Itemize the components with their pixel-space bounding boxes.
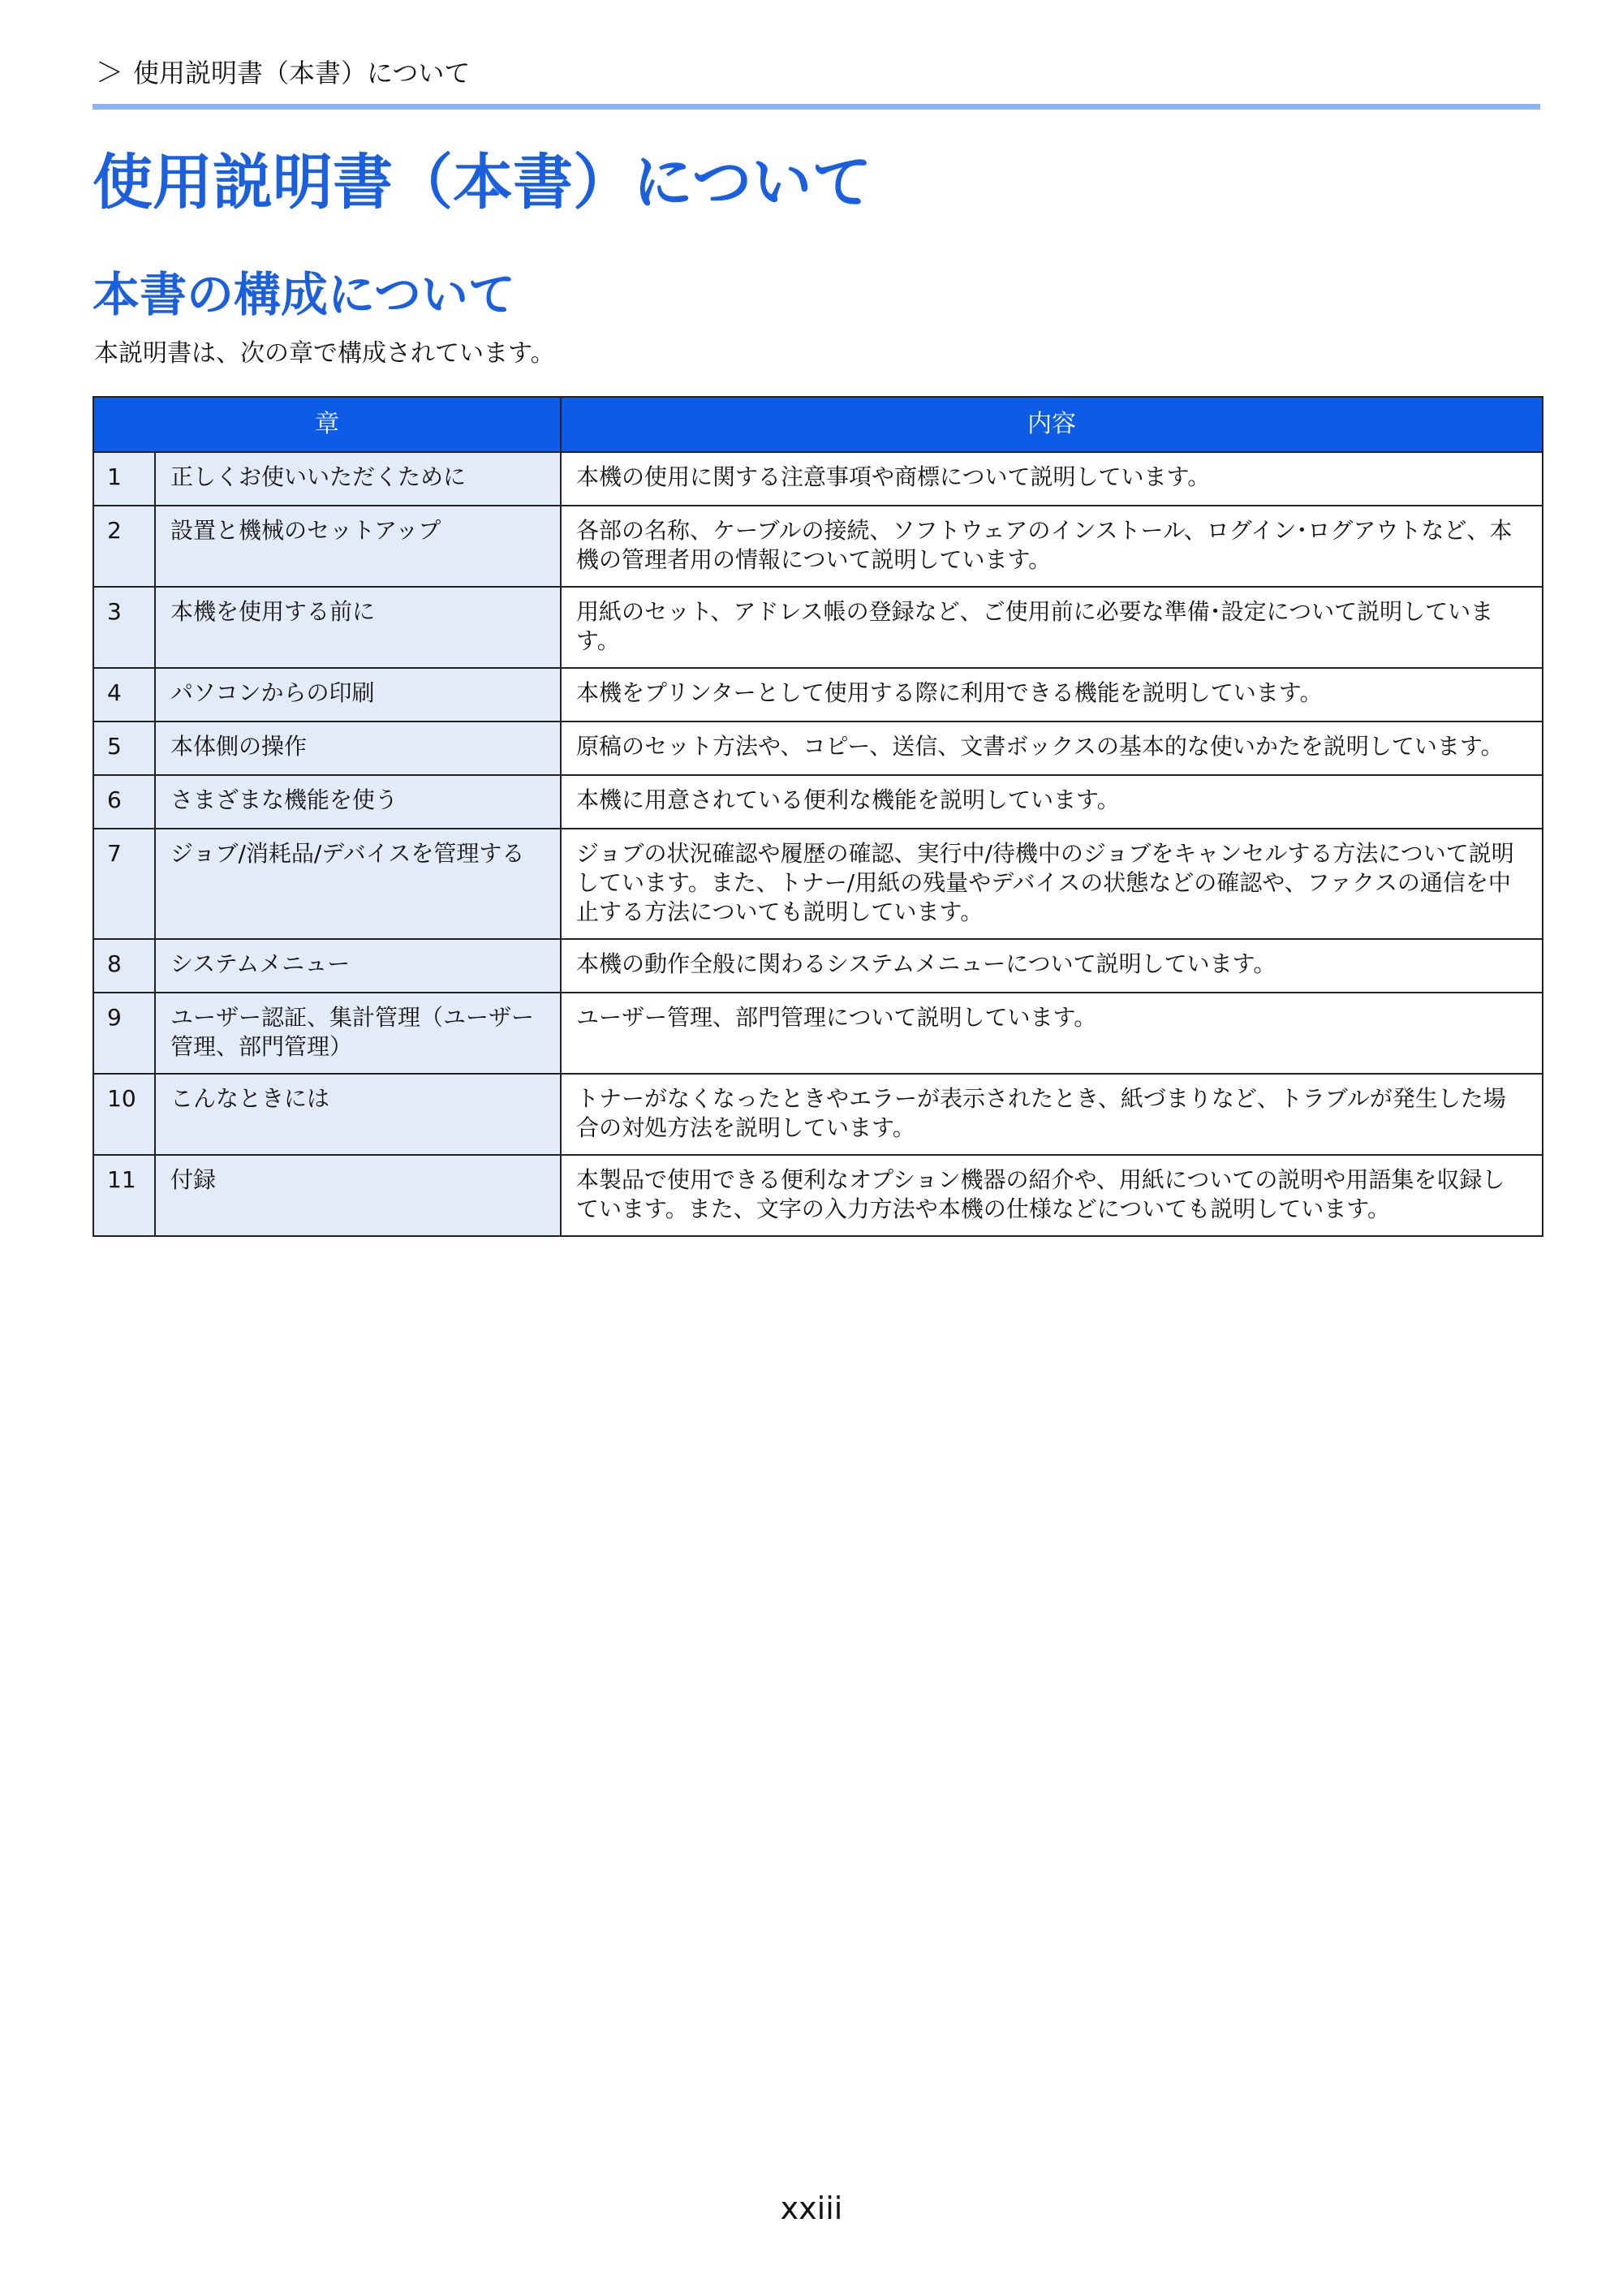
header-divider	[93, 104, 1540, 110]
chapter-description: 各部の名称、ケーブルの接続、ソフトウェアのインストール、ログイン･ログアウトなど、本機の管理者用の情報について説明しています。	[561, 506, 1543, 587]
page-title: 使用説明書（本書）について	[93, 148, 872, 218]
table-row	[93, 1074, 1543, 1155]
chapter-name[interactable]: パソコンからの印刷	[155, 668, 561, 722]
chapter-table	[93, 396, 1543, 1237]
chapter-number: 6	[93, 775, 155, 829]
table-row	[93, 775, 1543, 829]
table-row	[93, 506, 1543, 587]
chapter-number: 7	[93, 829, 155, 939]
table-row	[93, 587, 1543, 668]
chapter-name[interactable]: ユーザー認証、集計管理（ユーザー管理、部門管理）	[155, 993, 561, 1074]
chapter-description: トナーがなくなったときやエラーが表示されたとき、紙づまりなど、トラブルが発生した場合の対処方法を説明しています。	[561, 1074, 1543, 1155]
table-row	[93, 1155, 1543, 1236]
chapter-name[interactable]: 正しくお使いいただくために	[155, 452, 561, 506]
chapter-number: 4	[93, 668, 155, 722]
table-row	[93, 452, 1543, 506]
chapter-name[interactable]: 設置と機械のセットアップ	[155, 506, 561, 587]
header-chapter: 章	[93, 397, 561, 452]
chapter-description: 本機に用意されている便利な機能を説明しています。	[561, 775, 1543, 829]
chapter-number: 5	[93, 722, 155, 775]
chapter-description: 用紙のセット、アドレス帳の登録など、ご使用前に必要な準備･設定について説明しています。	[561, 587, 1543, 668]
section-title: 本書の構成について	[93, 267, 515, 322]
chapter-name[interactable]: さまざまな機能を使う	[155, 775, 561, 829]
chapter-description: 本製品で使用できる便利なオプション機器の紹介や、用紙についての説明や用語集を収録しています。また、文字の入力方法や本機の仕様などについても説明しています。	[561, 1155, 1543, 1236]
chapter-number: 10	[93, 1074, 155, 1155]
breadcrumb-chevron-icon: ＞	[96, 57, 123, 89]
table-row	[93, 722, 1543, 775]
chapter-number: 3	[93, 587, 155, 668]
chapter-number: 11	[93, 1155, 155, 1236]
chapter-number: 2	[93, 506, 155, 587]
table-row	[93, 993, 1543, 1074]
chapter-number: 8	[93, 939, 155, 993]
chapter-number: 9	[93, 993, 155, 1074]
chapter-name[interactable]: 本体側の操作	[155, 722, 561, 775]
chapter-name[interactable]: システムメニュー	[155, 939, 561, 993]
chapter-description: 本機の動作全般に関わるシステムメニューについて説明しています。	[561, 939, 1543, 993]
chapter-description: 原稿のセット方法や、コピー、送信、文書ボックスの基本的な使いかたを説明しています。	[561, 722, 1543, 775]
breadcrumb[interactable]	[96, 55, 470, 91]
chapter-name[interactable]: 本機を使用する前に	[155, 587, 561, 668]
chapter-number: 1	[93, 452, 155, 506]
table-row	[93, 668, 1543, 722]
chapter-description: ユーザー管理、部門管理について説明しています。	[561, 993, 1543, 1074]
chapter-name[interactable]: ジョブ/消耗品/デバイスを管理する	[155, 829, 561, 939]
chapter-description: ジョブの状況確認や履歴の確認、実行中/待機中のジョブをキャンセルする方法について説明しています。また、トナー/用紙の残量やデバイスの状態などの確認や、ファクスの通信を中止する方法についても説明しています。	[561, 829, 1543, 939]
breadcrumb-text[interactable]: 使用説明書（本書）について	[133, 58, 471, 88]
header-content: 内容	[561, 397, 1543, 452]
page-number: xxiii	[780, 2190, 843, 2226]
chapter-name[interactable]: こんなときには	[155, 1074, 561, 1155]
table-row	[93, 939, 1543, 993]
table-header-row	[93, 397, 1543, 452]
chapter-description: 本機の使用に関する注意事項や商標について説明しています。	[561, 452, 1543, 506]
chapter-name[interactable]: 付録	[155, 1155, 561, 1236]
table-row	[93, 829, 1543, 939]
section-intro: 本説明書は、次の章で構成されています。	[94, 339, 555, 368]
chapter-description: 本機をプリンターとして使用する際に利用できる機能を説明しています。	[561, 668, 1543, 722]
